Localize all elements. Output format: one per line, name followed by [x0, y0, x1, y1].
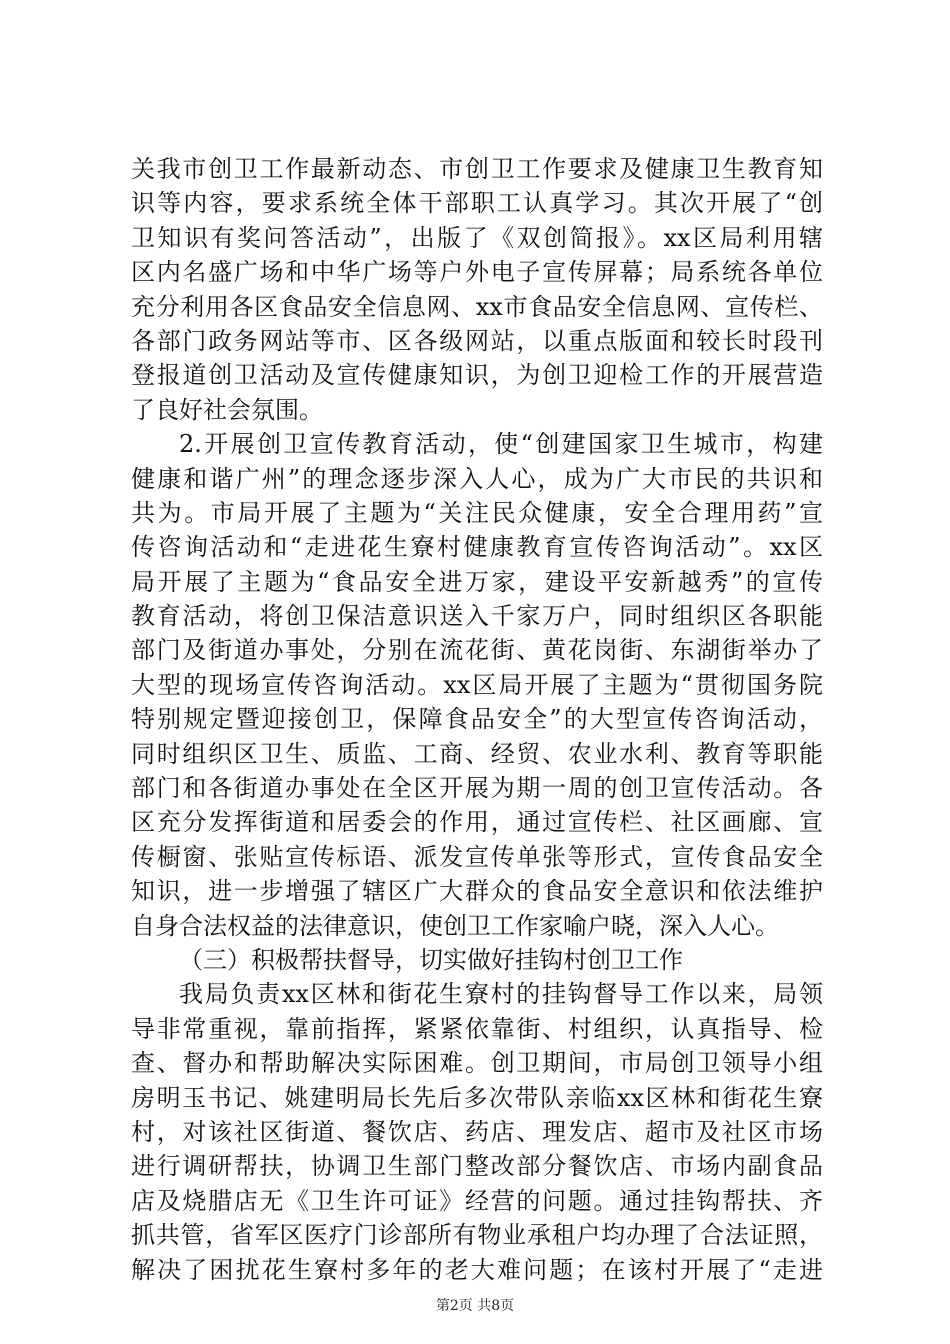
document-body: [131, 152, 823, 1287]
text-line: 各部门政务网站等市、区各级网站，以重点版面和较长时段刊: [131, 326, 823, 355]
text-line: 教育活动，将创卫保洁意识送入千家万户，同时组织区各职能: [131, 602, 823, 631]
text-line: 进行调研帮扶，协调卫生部门整改部分餐饮店、市场内副食品: [131, 1152, 823, 1181]
text-line: 识等内容，要求系统全体干部职工认真学习。其次开展了“创: [131, 189, 823, 218]
text-line: （三）积极帮扶督导，切实做好挂钩村创卫工作: [179, 945, 683, 974]
text-line: 我局负责xx区林和街花生寮村的挂钩督导工作以来，局领: [179, 980, 823, 1009]
text-line: 传橱窗、张贴宣传标语、派发宣传单张等形式，宣传食品安全: [131, 842, 823, 871]
text-line: 了良好社会氛围。: [131, 395, 323, 424]
text-line: 共为。市局开展了主题为“关注民众健康，安全合理用药”宣: [131, 498, 823, 527]
text-line: 关我市创卫工作最新动态、市创卫工作要求及健康卫生教育知: [131, 155, 823, 183]
text-line: 抓共管，省军区医疗门诊部所有物业承租户均办理了合法证照，: [131, 1221, 823, 1250]
text-line: 部门及街道办事处，分别在流花街、黄花岗街、东湖街举办了: [131, 636, 823, 665]
text-line: 知识，进一步增强了辖区广大群众的食品安全意识和依法维护: [131, 877, 823, 906]
text-line: 卫知识有奖问答活动”，出版了《双创简报》。xx区局利用辖: [131, 223, 823, 252]
page-footer: 第2页 共8页: [435, 1298, 515, 1314]
text-line: 自身合法权益的法律意识，使创卫工作家喻户晓，深入人心。: [131, 911, 779, 940]
text-line: 区充分发挥街道和居委会的作用，通过宣传栏、社区画廊、宣: [131, 808, 823, 837]
text-line: 2.开展创卫宣传教育活动，使“创建国家卫生城市，构建: [179, 430, 823, 459]
text-line: 传咨询活动和“走进花生寮村健康教育宣传咨询活动”。xx区: [131, 533, 823, 562]
text-line: 充分利用各区食品安全信息网、xx市食品安全信息网、宣传栏、: [131, 292, 823, 321]
text-line: 大型的现场宣传咨询活动。xx区局开展了主题为“贯彻国务院: [131, 670, 823, 699]
text-line: 健康和谐广州”的理念逐步深入人心，成为广大市民的共识和: [131, 464, 823, 493]
text-line: 部门和各街道办事处在全区开展为期一周的创卫宣传活动。各: [131, 774, 823, 803]
text-line: 局开展了主题为“食品安全进万家，建设平安新越秀”的宣传: [131, 567, 823, 596]
text-line: 解决了困扰花生寮村多年的老大难问题；在该村开展了“走进: [131, 1255, 823, 1284]
text-line: 特别规定暨迎接创卫，保障食品安全”的大型宣传咨询活动，: [131, 705, 823, 734]
text-line: 店及烧腊店无《卫生许可证》经营的问题。通过挂钩帮扶、齐: [131, 1186, 823, 1215]
text-line: 区内名盛广场和中华广场等户外电子宣传屏幕；局系统各单位: [131, 258, 823, 287]
text-line: 查、督办和帮助解决实际困难。创卫期间，市局创卫领导小组: [131, 1049, 823, 1078]
text-line: 登报道创卫活动及宣传健康知识，为创卫迎检工作的开展营造: [131, 361, 823, 390]
text-line: 村，对该社区街道、餐饮店、药店、理发店、超市及社区市场: [131, 1117, 823, 1146]
text-line: 房明玉书记、姚建明局长先后多次带队亲临xx区林和街花生寮: [131, 1083, 823, 1112]
text-line: 导非常重视，靠前指挥，紧紧依靠街、村组织，认真指导、检: [131, 1014, 823, 1043]
text-line: 同时组织区卫生、质监、工商、经贸、农业水利、教育等职能: [131, 739, 823, 768]
